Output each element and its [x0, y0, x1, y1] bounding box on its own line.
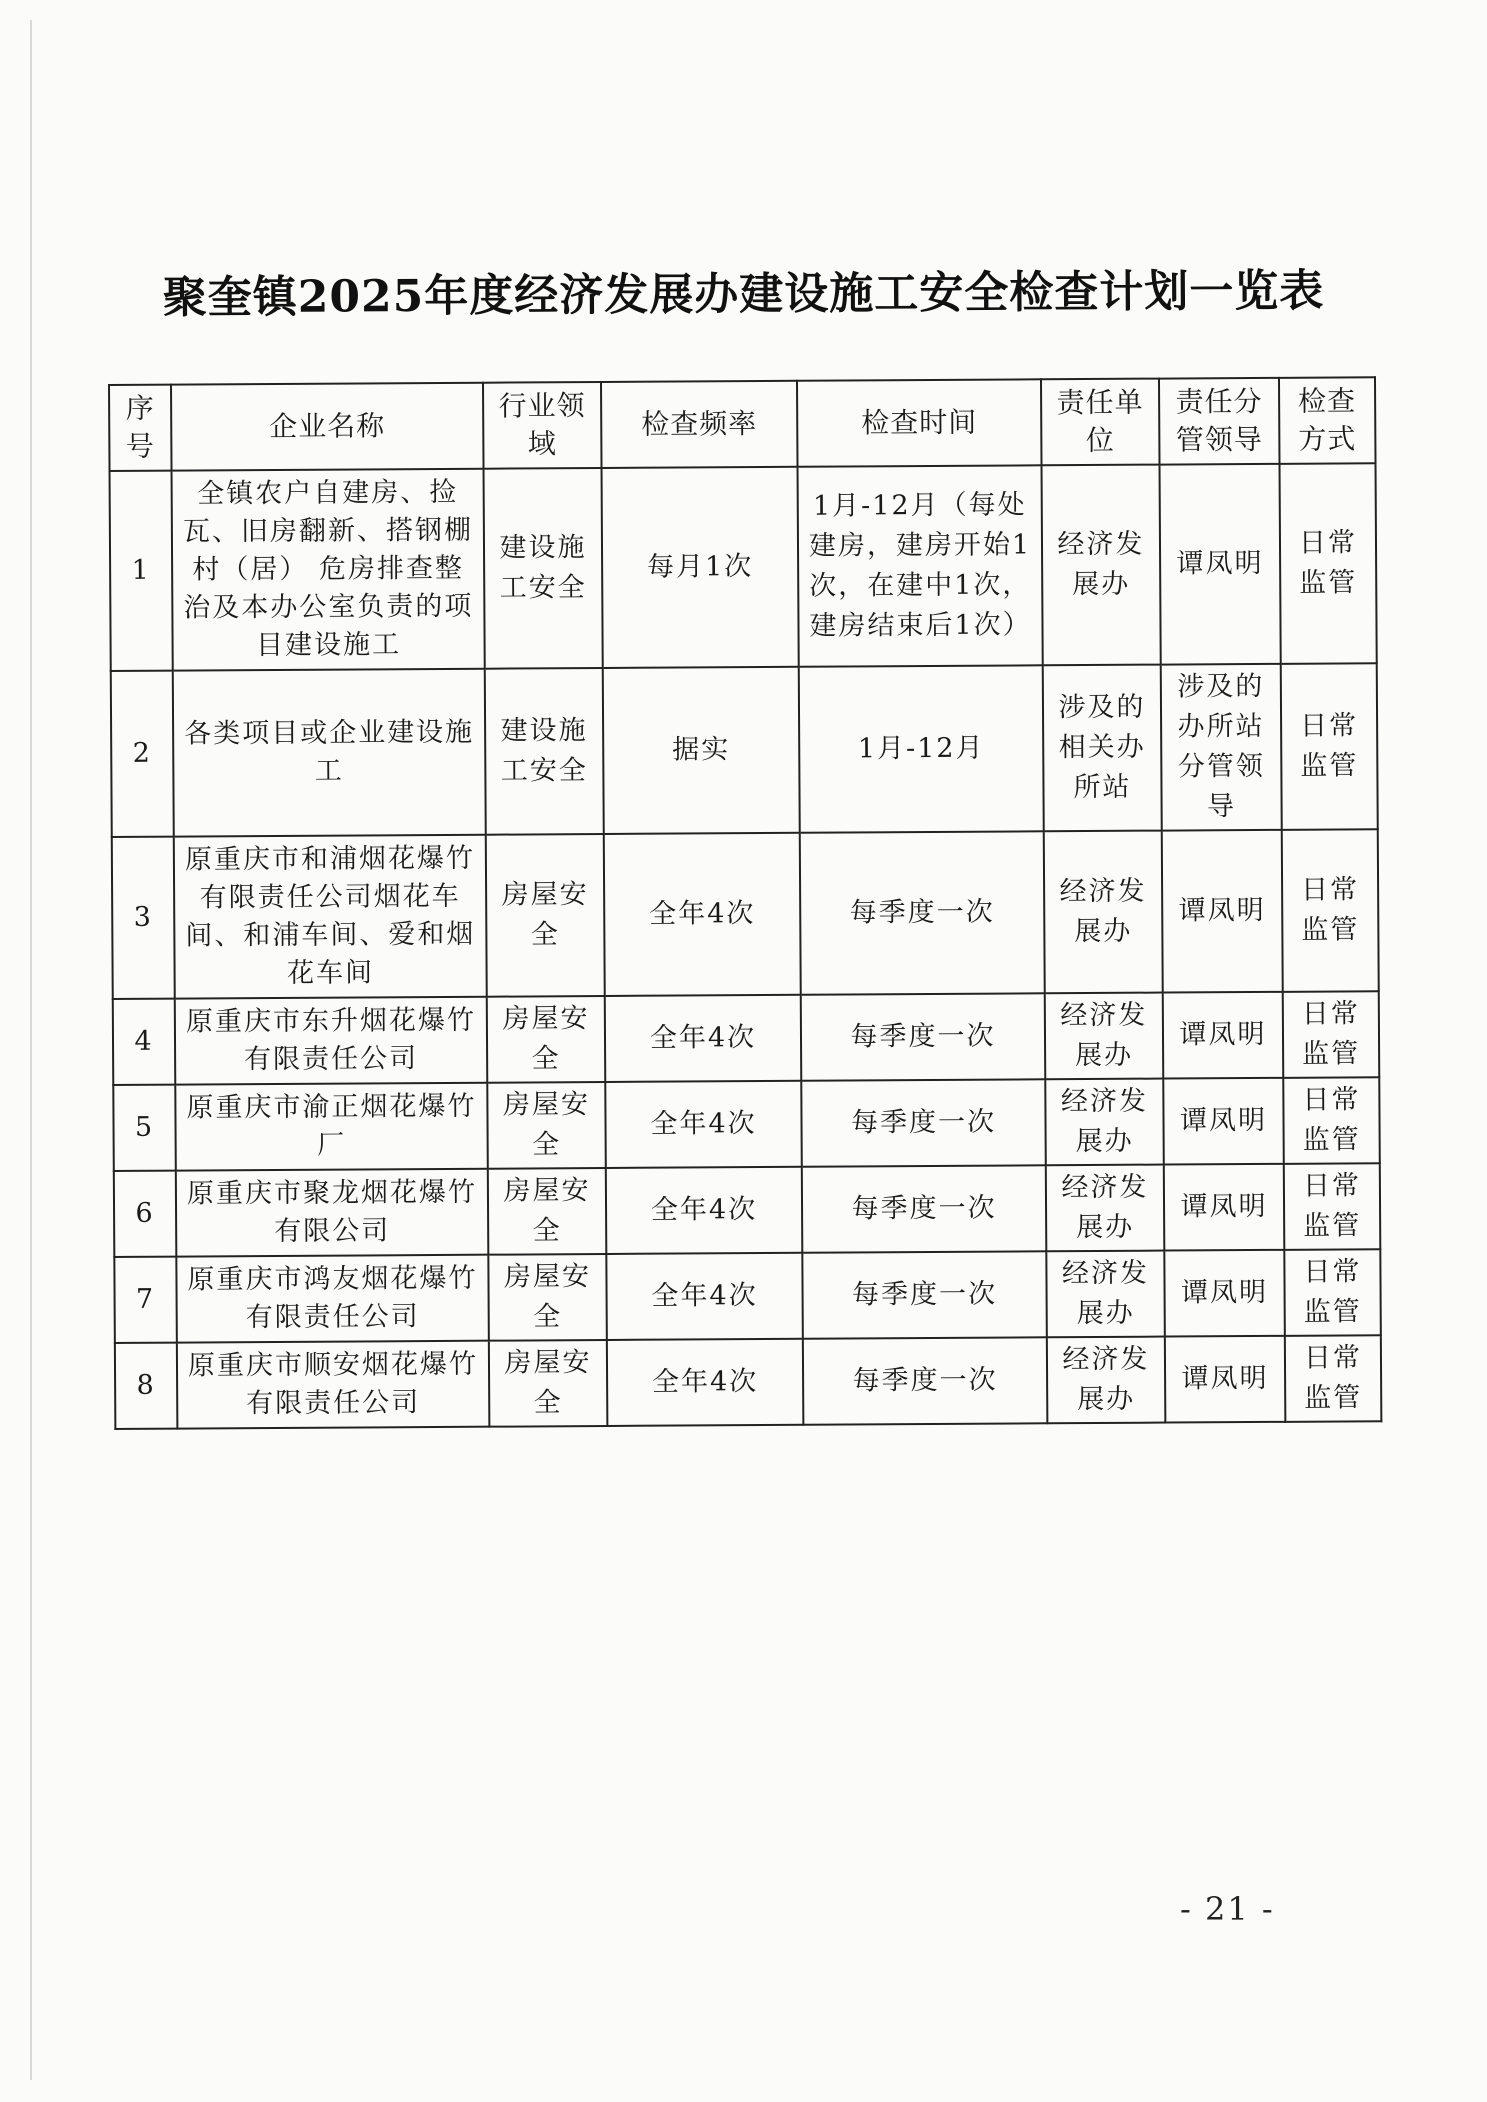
cell-unit: 经济发展办 [1042, 465, 1161, 666]
cell-leader: 谭凤明 [1165, 1336, 1286, 1423]
cell-field: 房屋安全 [489, 1340, 608, 1427]
cell-time: 1月-12月 [799, 665, 1044, 832]
cell-field: 房屋安全 [487, 1082, 606, 1169]
document-title: 聚奎镇2025年度经济发展办建设施工安全检查计划一览表 [162, 265, 1325, 324]
inspection-plan-table-wrapper [108, 376, 1380, 1430]
table-row [114, 1163, 1381, 1257]
table-row [111, 663, 1378, 837]
table-row [113, 1077, 1380, 1171]
header-method: 检查方式 [1279, 377, 1376, 464]
cell-no: 1 [110, 471, 173, 671]
cell-method: 日常监管 [1280, 463, 1377, 664]
cell-unit: 经济发展办 [1046, 1165, 1165, 1252]
cell-no: 6 [114, 1171, 177, 1257]
scan-edge-left [30, 20, 32, 2080]
cell-unit: 经济发展办 [1045, 993, 1164, 1080]
cell-frequency: 全年4次 [607, 1339, 804, 1426]
cell-time: 每季度一次 [801, 1079, 1046, 1166]
cell-no: 5 [113, 1085, 176, 1171]
cell-frequency: 全年4次 [606, 1167, 803, 1254]
cell-frequency: 据实 [603, 667, 800, 834]
cell-leader: 涉及的办所站分管领导 [1161, 664, 1282, 831]
cell-name: 原重庆市和浦烟花爆竹有限责任公司烟花车间、和浦车间、爱和烟花车间 [174, 835, 487, 999]
table-row [114, 1249, 1381, 1343]
cell-field: 房屋安全 [488, 1254, 607, 1341]
header-unit: 责任单位 [1041, 379, 1160, 466]
cell-no: 2 [111, 671, 174, 837]
table-row [113, 991, 1380, 1085]
cell-name: 各类项目或企业建设施工 [173, 669, 486, 837]
cell-method: 日常监管 [1284, 1163, 1381, 1250]
cell-method: 日常监管 [1281, 663, 1378, 830]
table-row [110, 463, 1377, 671]
cell-field: 建设施工安全 [484, 468, 603, 669]
cell-name: 原重庆市聚龙烟花爆竹有限公司 [176, 1169, 489, 1257]
cell-leader: 谭凤明 [1164, 1250, 1285, 1337]
table-row [112, 829, 1379, 999]
cell-no: 4 [113, 999, 176, 1085]
inspection-plan-table [108, 376, 1382, 1430]
cell-method: 日常监管 [1283, 991, 1380, 1078]
cell-time: 每季度一次 [803, 1337, 1048, 1424]
table-header-row [109, 377, 1376, 471]
cell-field: 房屋安全 [488, 1168, 607, 1255]
cell-no: 3 [112, 837, 175, 999]
cell-unit: 涉及的相关办所站 [1043, 665, 1162, 832]
cell-field: 房屋安全 [487, 996, 606, 1083]
cell-time: 1月-12月（每处建房，建房开始1次，在建中1次，建房结束后1次） [798, 465, 1043, 666]
cell-time: 每季度一次 [800, 831, 1045, 994]
header-no: 序号 [109, 385, 172, 471]
cell-time: 每季度一次 [802, 1165, 1047, 1252]
header-time: 检查时间 [797, 379, 1042, 466]
cell-no: 8 [115, 1343, 178, 1429]
cell-name: 原重庆市渝正烟花爆竹厂 [175, 1083, 488, 1171]
cell-field: 建设施工安全 [485, 668, 604, 835]
cell-method: 日常监管 [1285, 1335, 1382, 1422]
cell-method: 日常监管 [1283, 1077, 1380, 1164]
cell-frequency: 全年4次 [605, 995, 802, 1082]
cell-leader: 谭凤明 [1162, 830, 1283, 993]
cell-leader: 谭凤明 [1163, 1078, 1284, 1165]
header-field: 行业领域 [483, 382, 602, 469]
header-leader: 责任分管领导 [1159, 378, 1280, 465]
cell-unit: 经济发展办 [1045, 1079, 1164, 1166]
cell-leader: 谭凤明 [1164, 1164, 1285, 1251]
page-number: - 21 - [1180, 1890, 1275, 1928]
cell-leader: 谭凤明 [1163, 992, 1284, 1079]
cell-field: 房屋安全 [486, 834, 605, 997]
cell-unit: 经济发展办 [1044, 831, 1163, 994]
table-row [115, 1335, 1382, 1429]
cell-name: 原重庆市东升烟花爆竹有限责任公司 [175, 997, 488, 1085]
cell-name: 全镇农户自建房、捡瓦、旧房翻新、搭钢棚村（居） 危房排查整治及本办公室负责的项目建设施工 [172, 469, 485, 671]
header-name: 企业名称 [171, 383, 484, 471]
cell-frequency: 全年4次 [605, 1081, 802, 1168]
cell-no: 7 [114, 1257, 177, 1343]
cell-unit: 经济发展办 [1046, 1251, 1165, 1338]
cell-time: 每季度一次 [801, 993, 1046, 1080]
cell-frequency: 每月1次 [602, 467, 799, 668]
cell-name: 原重庆市顺安烟花爆竹有限责任公司 [177, 1341, 490, 1429]
cell-method: 日常监管 [1284, 1249, 1381, 1336]
cell-unit: 经济发展办 [1047, 1337, 1166, 1424]
header-frequency: 检查频率 [601, 381, 798, 468]
cell-method: 日常监管 [1282, 829, 1379, 992]
cell-time: 每季度一次 [802, 1251, 1047, 1338]
cell-frequency: 全年4次 [604, 833, 801, 996]
cell-frequency: 全年4次 [606, 1253, 803, 1340]
cell-leader: 谭凤明 [1160, 464, 1281, 665]
cell-name: 原重庆市鸿友烟花爆竹有限责任公司 [176, 1255, 489, 1343]
